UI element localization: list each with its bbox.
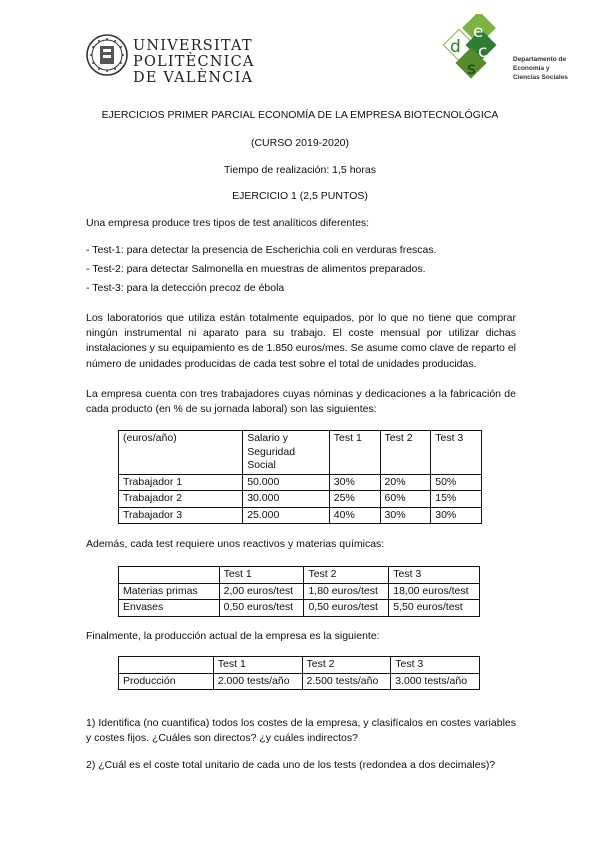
materials-table (118, 566, 480, 617)
table-cell: 25% (329, 491, 380, 508)
table-header-row (119, 431, 482, 475)
table-cell: Test 1 (219, 567, 304, 584)
upv-line-1: UNIVERSITAT (133, 38, 253, 54)
document-title: EJERCICIOS PRIMER PARCIAL ECONOMÍA DE LA EMPRESA BIOTECNOLÓGICA (101, 109, 499, 121)
table-cell: 1,80 euros/test (304, 583, 389, 600)
table-cell: 20% (380, 474, 431, 491)
paragraph-laboratories: Los laboratorios que utiliza están totalmente equipados, por lo que no tiene que comprar ningún instrumental ni aparato para su trabajo. El coste mensual por utilizar dichas instalaciones y su equipamiento es de 1.850 euros/mes. Se asume como clave de reparto el número de unidades producidas de cada test sobre el total de unidades producidas. (86, 312, 516, 370)
production-table (118, 656, 480, 690)
test-item-2: - Test-2: para detectar Salmonella en muestras de alimentos preparados. (86, 263, 426, 275)
table-cell: 50.000 (243, 474, 330, 491)
table-row (119, 673, 480, 690)
table-cell: 60% (380, 491, 431, 508)
paragraph-reagents: Además, cada test requiere unos reactivos y materias químicas: (86, 538, 385, 550)
table-row (119, 507, 482, 524)
question-1: 1) Identifica (no cuantifica) todos los costes de la empresa, y clasifícalos en costes variables y costes fijos. ¿Cuáles son directos? ¿y cuáles indirectos? (86, 717, 516, 745)
table-cell (119, 657, 214, 674)
table-cell (119, 567, 220, 584)
table-cell: Envases (119, 600, 220, 617)
table-cell: Test 2 (302, 657, 391, 674)
table-cell: (euros/año) (119, 431, 243, 475)
table-cell: Test 1 (213, 657, 302, 674)
decs-letter-c: c (478, 42, 488, 62)
table-cell: 0,50 euros/test (304, 600, 389, 617)
upv-seal-icon (86, 34, 128, 76)
time-label: Tiempo de realización: 1,5 horas (224, 164, 376, 176)
exercise-heading: EJERCICIO 1 (2,5 PUNTOS) (232, 190, 368, 202)
table-cell: Materias primas (119, 583, 220, 600)
course-label: (CURSO 2019-2020) (250, 137, 350, 149)
table-cell: 18,00 euros/test (389, 583, 480, 600)
table-cell: Trabajador 3 (119, 507, 243, 524)
decs-letter-e: e (473, 22, 484, 42)
upv-line-2: POLITÈCNICA (133, 54, 255, 70)
table-cell: 40% (329, 507, 380, 524)
decs-letter-d: d (450, 37, 461, 57)
table-cell: Salario y Seguridad Social (243, 431, 330, 475)
table-row (119, 583, 480, 600)
test-item-3: - Test-3: para la detección precoz de ébola (86, 282, 285, 294)
intro-text: Una empresa produce tres tipos de test analíticos diferentes: (86, 217, 370, 229)
paragraph-workers: La empresa cuenta con tres trabajadores cuyas nóminas y dedicaciones a la fabricación de cada producto (en % de su jornada laboral) son las siguientes: (86, 388, 516, 416)
table-row (119, 600, 480, 617)
table-cell: Test 1 (329, 431, 380, 475)
table-cell: Test 3 (391, 657, 480, 674)
table-cell: Producción (119, 673, 214, 690)
table-cell: 15% (431, 491, 482, 508)
table-header-row (119, 567, 480, 584)
table-cell: 2.000 tests/año (213, 673, 302, 690)
table-cell: 0,50 euros/test (219, 600, 304, 617)
decs-subtitle: Departamento de Economía y Ciencias Sociales (513, 56, 568, 81)
upv-line-3: DE VALÈNCIA (133, 70, 254, 86)
upv-wordmark (133, 38, 255, 86)
decs-letter-s: s (467, 59, 476, 79)
table-cell: 25.000 (243, 507, 330, 524)
table-cell: 30% (380, 507, 431, 524)
table-cell: 3.000 tests/año (391, 673, 480, 690)
table-row (119, 474, 482, 491)
workers-table (118, 430, 482, 524)
table-cell: Trabajador 1 (119, 474, 243, 491)
table-cell: Test 3 (389, 567, 480, 584)
decs-squares-icon (440, 14, 510, 80)
table-row (119, 491, 482, 508)
table-cell: 30.000 (243, 491, 330, 508)
table-cell: Test 2 (304, 567, 389, 584)
table-cell: 30% (329, 474, 380, 491)
question-2: 2) ¿Cuál es el coste total unitario de cada uno de los tests (redondea a dos decimales)? (86, 759, 496, 771)
table-cell: 30% (431, 507, 482, 524)
table-cell: Trabajador 2 (119, 491, 243, 508)
table-cell: Test 2 (380, 431, 431, 475)
table-cell: 2,00 euros/test (219, 583, 304, 600)
table-header-row (119, 657, 480, 674)
paragraph-production: Finalmente, la producción actual de la empresa es la siguiente: (86, 630, 380, 642)
test-item-1: - Test-1: para detectar la presencia de Escherichia coli en verduras frescas. (86, 244, 437, 256)
table-cell: 5,50 euros/test (389, 600, 480, 617)
table-cell: 2.500 tests/año (302, 673, 391, 690)
table-cell: 50% (431, 474, 482, 491)
table-cell: Test 3 (431, 431, 482, 475)
